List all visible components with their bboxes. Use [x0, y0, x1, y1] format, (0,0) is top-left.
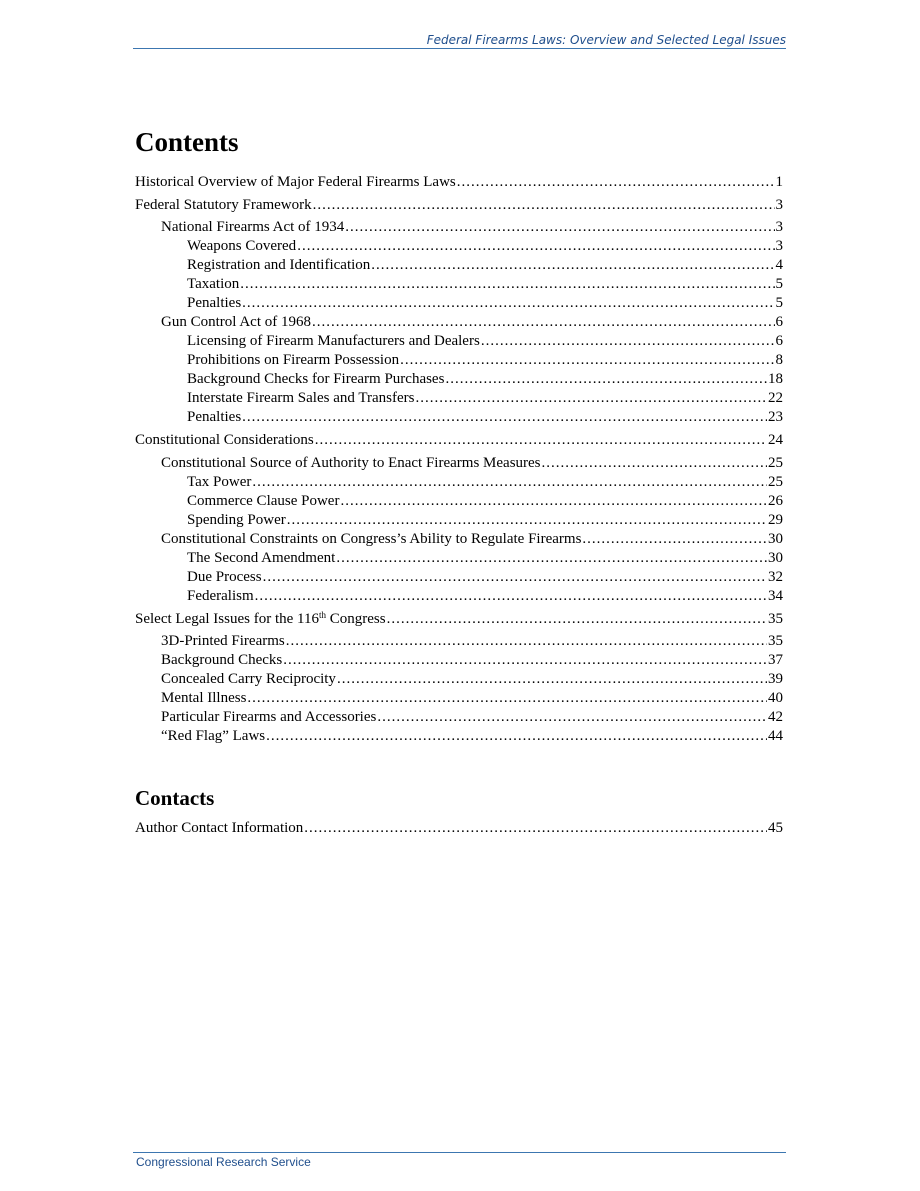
toc-entry-title: Due Process	[187, 569, 262, 585]
toc-entry-page: 3	[775, 197, 783, 213]
footer-rule	[133, 1152, 786, 1153]
toc-entry-page: 34	[768, 588, 783, 604]
toc-entry-title: Background Checks	[161, 652, 283, 668]
toc-entry[interactable]	[187, 408, 783, 427]
dot-leader	[445, 370, 767, 389]
toc-entry[interactable]	[161, 708, 783, 727]
toc-entry[interactable]	[161, 313, 783, 332]
toc-entry-title: Tax Power	[187, 474, 252, 490]
toc-entry-page: 4	[775, 257, 783, 273]
toc-entry-page: 26	[768, 493, 783, 509]
toc-entry[interactable]	[187, 492, 783, 511]
toc-entry-page: 24	[768, 432, 783, 448]
toc-entry-title: The Second Amendment	[187, 550, 336, 566]
toc-entry[interactable]	[161, 454, 783, 473]
toc-entry[interactable]	[135, 610, 783, 629]
toc-entry-page: 40	[768, 690, 783, 706]
toc-entry[interactable]	[161, 727, 783, 746]
toc-entry[interactable]	[135, 819, 783, 838]
dot-leader	[340, 492, 767, 511]
toc-entry[interactable]	[161, 689, 783, 708]
toc-entry-title: Spending Power	[187, 512, 286, 528]
toc-entry-title: Taxation	[187, 276, 240, 292]
dot-leader	[313, 196, 775, 215]
toc-entry-page: 25	[768, 455, 783, 471]
toc-entry[interactable]	[187, 568, 783, 587]
toc-entry-page: 8	[775, 352, 783, 368]
toc-entry[interactable]	[135, 173, 783, 192]
dot-leader	[312, 313, 775, 332]
toc-entry-title: Mental Illness	[161, 690, 247, 706]
toc-entry[interactable]	[187, 237, 783, 256]
toc-entry-title: Historical Overview of Major Federal Firearms Laws	[135, 174, 456, 190]
dot-leader	[336, 549, 767, 568]
footer-publisher: Congressional Research Service	[136, 1155, 311, 1169]
dot-leader	[242, 294, 774, 313]
dot-leader	[415, 389, 767, 408]
contacts-heading: Contacts	[135, 786, 215, 810]
toc-entry[interactable]	[187, 389, 783, 408]
toc-entry-title: Constitutional Constraints on Congress’s Ability to Regulate Firearms	[161, 531, 582, 547]
toc-entry-page: 37	[768, 652, 783, 668]
dot-leader	[287, 511, 767, 530]
toc-entry-page: 30	[768, 550, 783, 566]
toc-entry-title: Concealed Carry Reciprocity	[161, 671, 336, 687]
contents-heading: Contents	[135, 127, 239, 157]
toc-entry[interactable]	[187, 370, 783, 389]
toc-entry-title: Federal Statutory Framework	[135, 197, 312, 213]
dot-leader	[286, 632, 767, 651]
dot-leader	[337, 670, 767, 689]
toc-entry-page: 6	[775, 314, 783, 330]
toc-entry-title: Weapons Covered	[187, 238, 297, 254]
toc-entry[interactable]	[187, 511, 783, 530]
toc-entry-title: Constitutional Considerations	[135, 432, 314, 448]
toc-entry-page: 5	[775, 295, 783, 311]
toc-entry-page: 32	[768, 569, 783, 585]
dot-leader	[304, 819, 767, 838]
toc-entry[interactable]	[161, 632, 783, 651]
toc-entry-title: Penalties	[187, 409, 242, 425]
toc-entry-page: 42	[768, 709, 783, 725]
dot-leader	[247, 689, 767, 708]
toc-entry[interactable]	[187, 587, 783, 606]
header-rule	[133, 48, 786, 49]
dot-leader	[315, 431, 767, 450]
toc-entry-page: 22	[768, 390, 783, 406]
toc-entry-title	[135, 610, 386, 629]
dot-leader	[345, 218, 774, 237]
toc-entry-page: 18	[768, 371, 783, 387]
toc-entry-title: Registration and Identification	[187, 257, 371, 273]
toc-entry[interactable]	[161, 218, 783, 237]
dot-leader	[371, 256, 774, 275]
toc-entry-title: Penalties	[187, 295, 242, 311]
toc-entry[interactable]	[187, 256, 783, 275]
toc-entry-page: 3	[775, 238, 783, 254]
toc-entry-title: Interstate Firearm Sales and Transfers	[187, 390, 415, 406]
toc-entry-title: National Firearms Act of 1934	[161, 219, 345, 235]
toc-entry[interactable]	[135, 196, 783, 215]
toc-entry-title: Background Checks for Firearm Purchases	[187, 371, 445, 387]
toc-entry-page: 45	[768, 820, 783, 836]
toc-entry-page: 3	[775, 219, 783, 235]
dot-leader	[457, 173, 775, 192]
toc-entry-title: Licensing of Firearm Manufacturers and Dealers	[187, 333, 480, 349]
toc-entry[interactable]	[161, 530, 783, 549]
toc-entry-page: 39	[768, 671, 783, 687]
toc-entry[interactable]	[161, 670, 783, 689]
toc-entry[interactable]	[187, 473, 783, 492]
toc-entry-page: 29	[768, 512, 783, 528]
dot-leader	[582, 530, 767, 549]
toc-entry-page: 23	[768, 409, 783, 425]
toc-entry[interactable]	[187, 332, 783, 351]
dot-leader	[255, 587, 767, 606]
dot-leader	[266, 727, 767, 746]
dot-leader	[242, 408, 767, 427]
toc-entry-page: 6	[775, 333, 783, 349]
toc-entry-title: Prohibitions on Firearm Possession	[187, 352, 400, 368]
toc-entry-title-text: Select Legal Issues for the 116	[135, 611, 319, 627]
toc-entry-page: 1	[775, 174, 783, 190]
ordinal-suffix: th	[318, 610, 326, 620]
toc-entry-title-rest: Congress	[326, 611, 386, 627]
dot-leader	[240, 275, 774, 294]
toc-entry[interactable]	[187, 294, 783, 313]
toc-entry-title: Author Contact Information	[135, 820, 304, 836]
running-header: Federal Firearms Laws: Overview and Selected Legal Issues	[426, 33, 786, 47]
toc-entry-page: 30	[768, 531, 783, 547]
dot-leader	[263, 568, 767, 587]
toc-entry-title: 3D-Printed Firearms	[161, 633, 285, 649]
dot-leader	[297, 237, 774, 256]
toc-entry[interactable]	[187, 549, 783, 568]
dot-leader	[542, 454, 767, 473]
toc-entry[interactable]	[187, 275, 783, 294]
dot-leader	[481, 332, 775, 351]
toc-entry-page: 5	[775, 276, 783, 292]
toc-entry-page: 35	[768, 611, 783, 627]
dot-leader	[387, 610, 767, 629]
dot-leader	[400, 351, 774, 370]
toc-entry-page: 25	[768, 474, 783, 490]
toc-entry[interactable]	[135, 431, 783, 450]
dot-leader	[252, 473, 767, 492]
toc-entry-title: Commerce Clause Power	[187, 493, 340, 509]
toc-entry-title: Gun Control Act of 1968	[161, 314, 311, 330]
toc-entry[interactable]	[161, 651, 783, 670]
toc-entry-title: Particular Firearms and Accessories	[161, 709, 377, 725]
toc-entry[interactable]	[187, 351, 783, 370]
dot-leader	[283, 651, 767, 670]
dot-leader	[377, 708, 767, 727]
toc-entry-title: Constitutional Source of Authority to Enact Firearms Measures	[161, 455, 541, 471]
toc-entry-page: 35	[768, 633, 783, 649]
toc-entry-page: 44	[768, 728, 783, 744]
toc-entry-title: Federalism	[187, 588, 254, 604]
toc-entry-title: “Red Flag” Laws	[161, 728, 266, 744]
